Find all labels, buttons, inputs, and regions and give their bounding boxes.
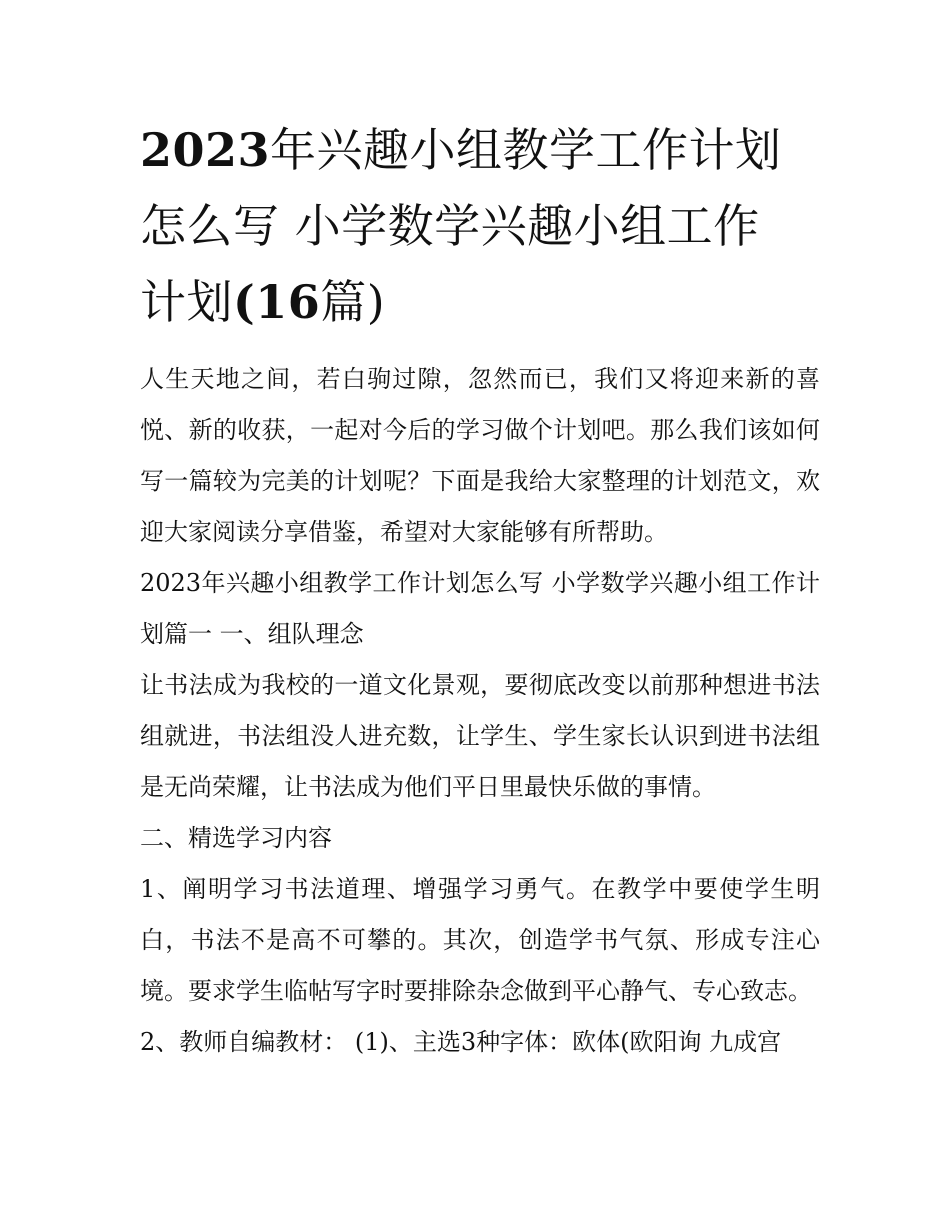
- section-heading: 2023年兴趣小组教学工作计划怎么写 小学数学兴趣小组工作计划篇一 一、组队理念: [140, 569, 820, 648]
- body-paragraph: 让书法成为我校的一道文化景观，要彻底改变以前那种想进书法组就进，书法组没人进充数，让学生、学生家长认识到进书法组是无尚荣耀，让书法成为他们平日里最快乐做的事情。: [140, 671, 820, 801]
- intro-paragraph: 人生天地之间，若白驹过隙，忽然而已，我们又将迎来新的喜悦、新的收获，一起对今后的学习做个计划吧。那么我们该如何写一篇较为完美的计划呢？下面是我给大家整理的计划范文，欢迎大家阅读分享借鉴，希望对大家能够有所帮助。: [140, 365, 820, 546]
- section-heading: 二、精选学习内容: [140, 824, 332, 852]
- body-paragraph: 1、阐明学习书法道理、增强学习勇气。在教学中要使学生明白，书法不是高不可攀的。其次，创造学书气氛、形成专注心境。要求学生临帖写字时要排除杂念做到平心静气、专心致志。: [140, 875, 820, 1005]
- document-body: [140, 354, 820, 1068]
- title-line-2: 怎么写 小学数学兴趣小组工作: [140, 199, 760, 253]
- title-line-3: 计划(16篇): [140, 275, 386, 329]
- document-title: [140, 112, 820, 340]
- body-paragraph: 2、教师自编教材： (1)、主选3种字体：欧体(欧阳询 九成宫: [140, 1028, 782, 1056]
- title-line-1: 2023年兴趣小组教学工作计划: [140, 123, 782, 177]
- document-page: [140, 112, 820, 1068]
